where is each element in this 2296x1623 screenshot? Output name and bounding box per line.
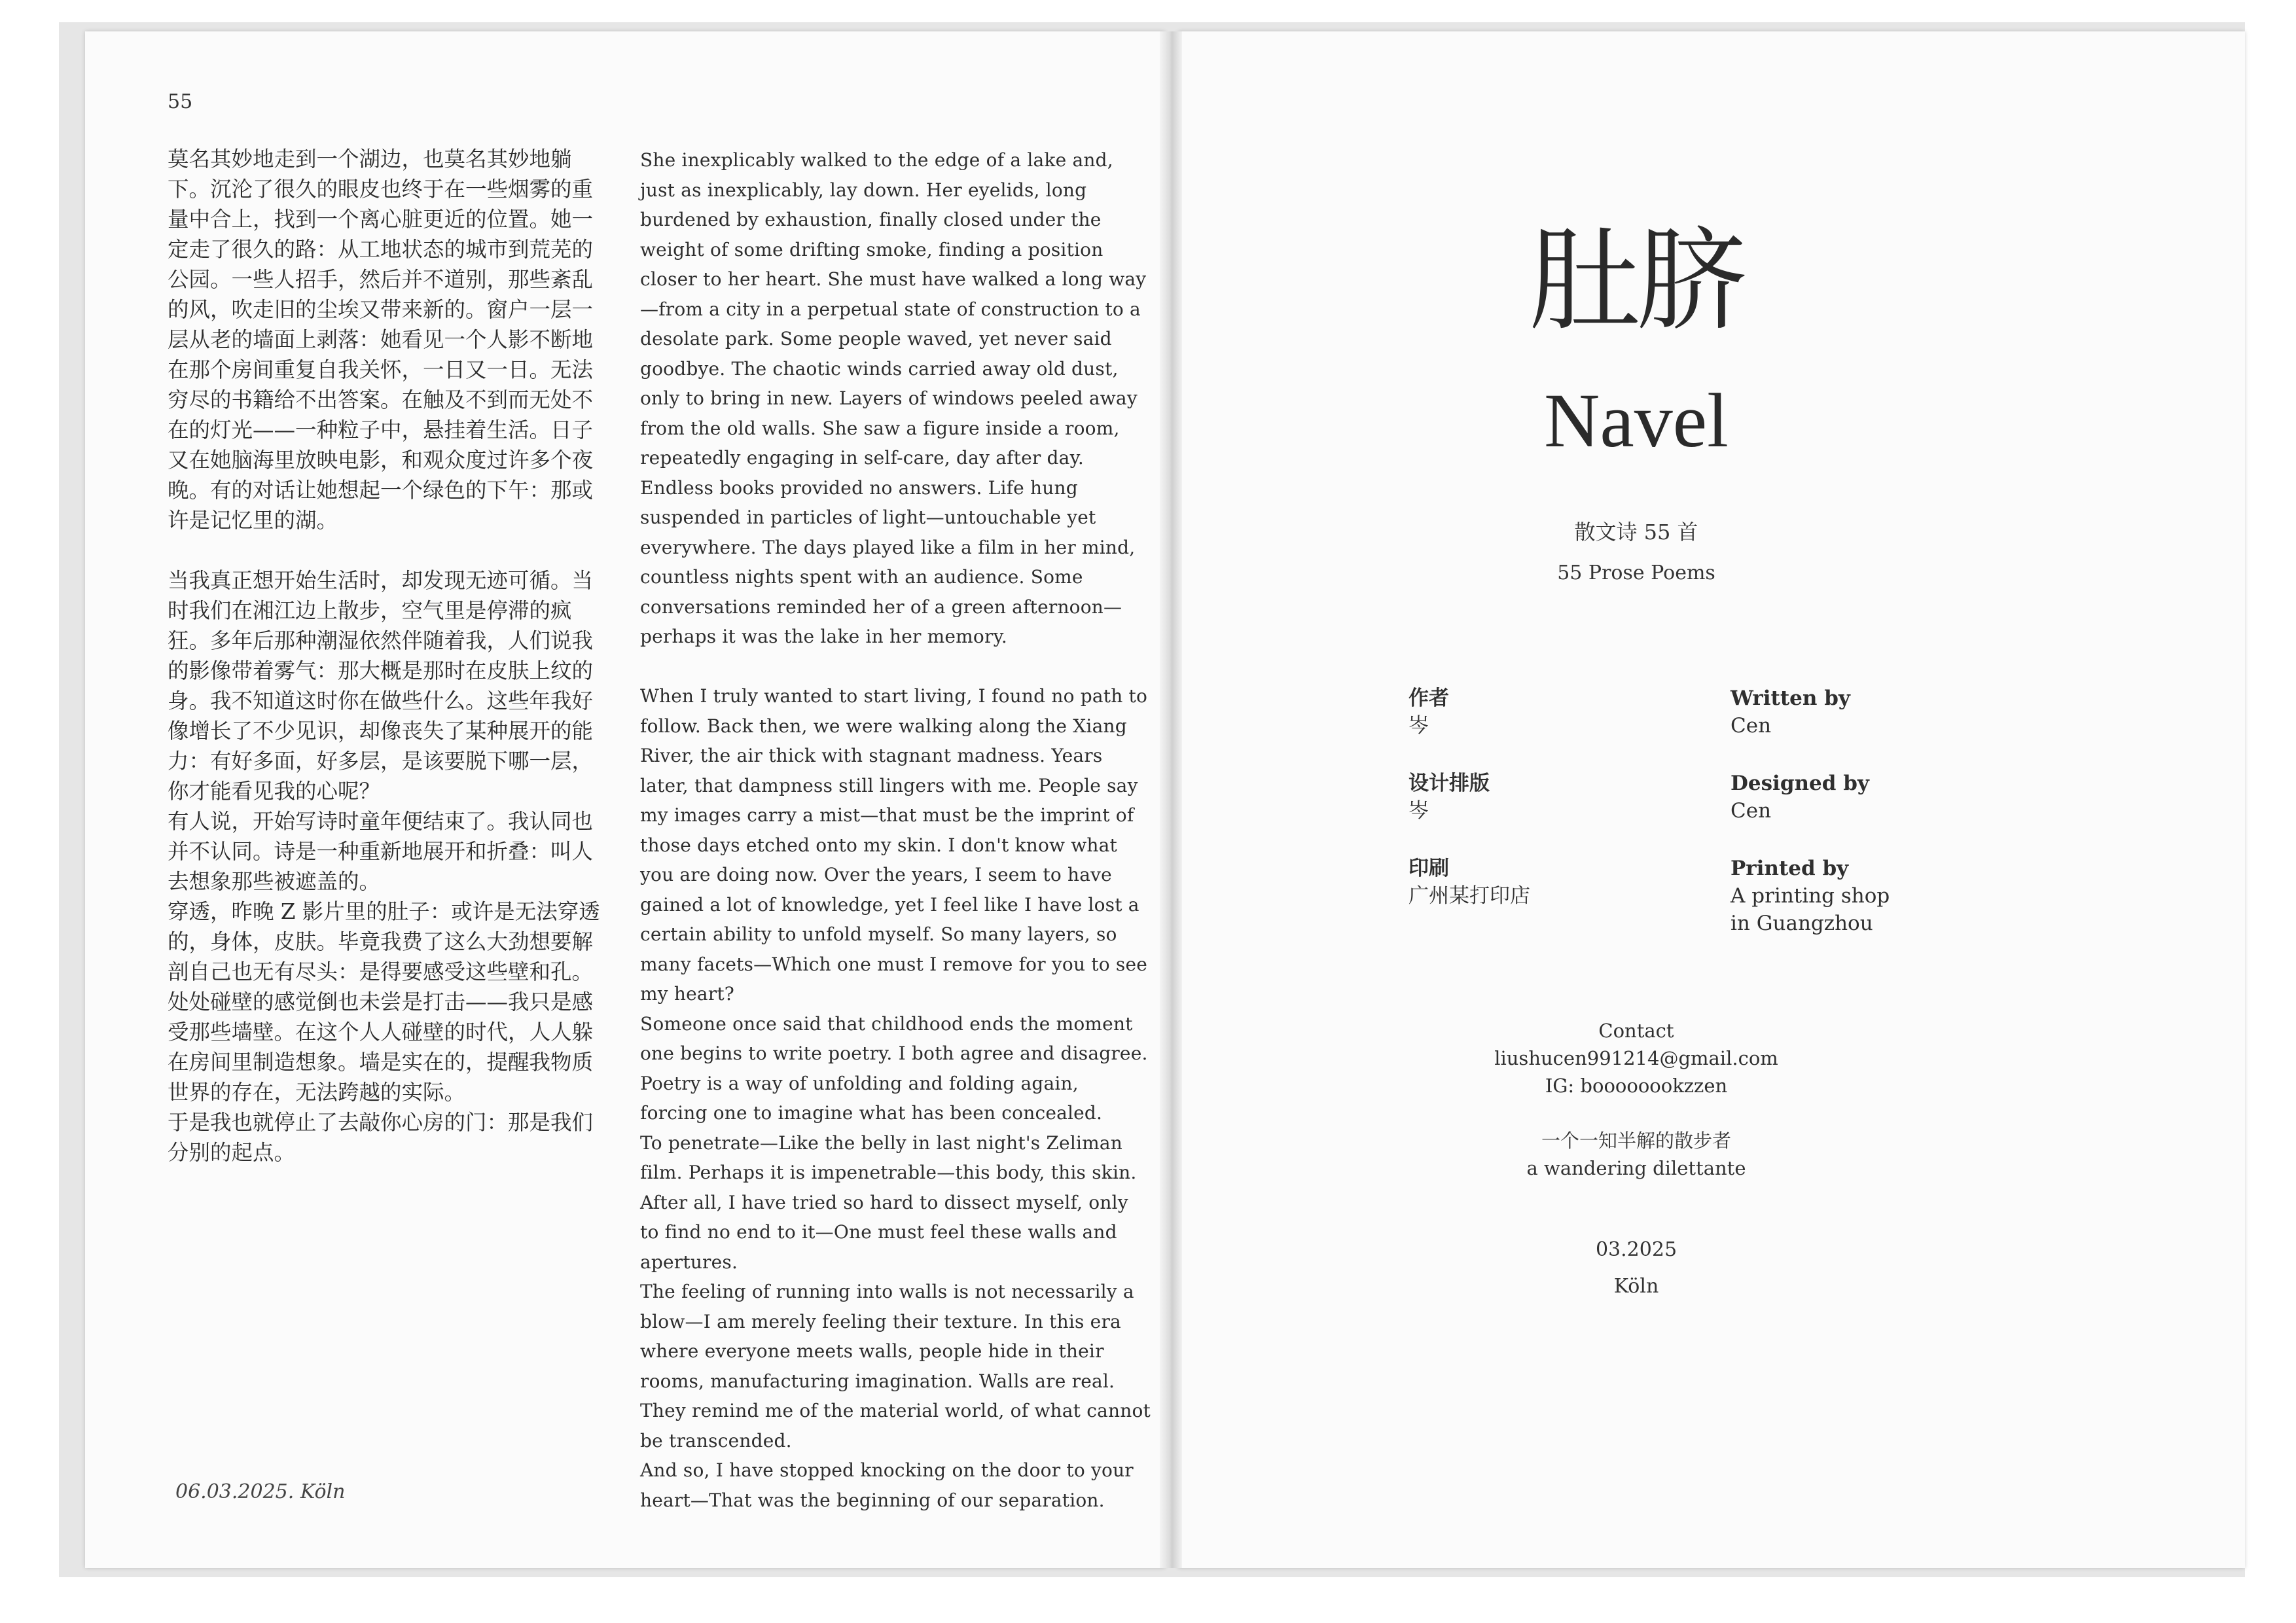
credit-print-zh <box>1408 855 1530 910</box>
english-paragraph: When I truly wanted to start living, I found no path to follow. Back then, we were walking along the Xiang River, the air thick with stagnant madness. Years later, that dampness still lingers with me. People say my images carry a mist—that must be the imprint of those days etched onto my skin. I don't know what you are doing now. Over the years, I seem to have gained a lot of knowledge, yet I feel like I have lost a certain ability to unfold myself. So many layers, so many facets—Which one must I remove for you to see my heart? <box>640 685 1148 1005</box>
credit-value-zh: 岑 <box>1408 714 1429 738</box>
english-paragraph: Someone once said that childhood ends the moment one begins to write poetry. I both agree and disagree. Poetry is a way of unfolding and folding again, forcing one to imagine what has been concealed. <box>640 1012 1148 1124</box>
credit-value-zh: 广州某打印店 <box>1408 884 1530 908</box>
colophon-date-place <box>1473 1232 1800 1305</box>
motto-block <box>1473 1127 1800 1182</box>
chinese-paragraph: 有人说，开始写诗时童年便结束了。我认同也并不认同。诗是一种重新地展开和折叠：叫人去想象那些被遮盖的。 <box>168 809 594 894</box>
english-paragraph: She inexplicably walked to the edge of a lake and, just as inexplicably, lay down. Her eyelids, long burdened by exhaustion, finally closed under the weight of some drifting smoke, finding a position closer to her heart. She must have walked a long way—from a city in a perpetual state of construction to a desolate park. Some people waved, yet never said goodbye. The chaotic winds carried away old dust, only to bring in new. Layers of windows peeled away from the old walls. She saw a figure inside a room, repeatedly engaging in self-care, day after day. Endless books provided no answers. Life hung suspended in particles of light—untouchable yet everywhere. The days played like a film in her mind, countless nights spent with an audience. Some conversations reminded her of a green afternoon—perhaps it was the lake in her memory. <box>640 149 1147 647</box>
page-number: 55 <box>168 90 193 113</box>
book-gutter <box>1160 31 1182 1568</box>
chinese-paragraph: 于是我也就停止了去敲你心房的门：那是我们分别的起点。 <box>168 1110 594 1165</box>
credit-label-en: Designed by <box>1731 772 1869 795</box>
credit-design-zh <box>1408 770 1490 825</box>
subtitle-english: 55 Prose Poems <box>1557 562 1715 584</box>
english-paragraph: And so, I have stopped knocking on the door to your heart—That was the beginning of our separation. <box>640 1459 1134 1511</box>
contact-block <box>1473 1017 1800 1099</box>
credit-author-en <box>1731 685 1850 740</box>
contact-heading: Contact <box>1598 1020 1674 1042</box>
credit-design-en <box>1731 770 1869 825</box>
credit-value-en-line2: in Guangzhou <box>1731 912 1873 935</box>
colophon-date: 03.2025 <box>1595 1238 1677 1261</box>
credit-author-zh <box>1408 685 1449 740</box>
chinese-paragraph: 莫名其妙地走到一个湖边，也莫名其妙地躺下。沉沦了很久的眼皮也终于在一些烟雾的重量中合上，找到一个离心脏更近的位置。她一定走了很久的路：从工地状态的城市到荒芜的公园。一些人招手，然后并不道别，那些紊乱的风，吹走旧的尘埃又带来新的。窗户一层一层从老的墙面上剥落：她看见一个人影不断地在那个房间重复自我关怀，一日又一日。无法穷尽的书籍给不出答案。在触及不到而无处不在的灯光——一种粒子中，悬挂着生活。日子又在她脑海里放映电影，和观众度过许多个夜晚。有的对话让她想起一个绿色的下午：那或许是记忆里的湖。 <box>168 147 594 533</box>
credit-value-en-line1: A printing shop <box>1731 884 1890 908</box>
credit-value-zh: 岑 <box>1408 799 1429 823</box>
credit-label-en: Printed by <box>1731 857 1849 880</box>
dateline: 06.03.2025. Köln <box>175 1480 346 1503</box>
chinese-paragraph: 当我真正想开始生活时，却发现无迹可循。当时我们在湘江边上散步，空气里是停滞的疯狂。多年后那种潮湿依然伴随着我，人们说我的影像带着雾气：那大概是那时在皮肤上纹的身。我不知道这时你在做些什么。这些年我好像增长了不少见识，却像丧失了某种展开的能力：有好多面，好多层，是该要脱下哪一层，你才能看见我的心呢？ <box>168 568 594 804</box>
contact-instagram: IG: boooooookzzen <box>1545 1075 1728 1097</box>
chinese-text-column <box>168 144 613 1168</box>
chinese-paragraph: 穿透，昨晚 Z 影片里的肚子：或许是无法穿透的，身体，皮肤。毕竟我费了这么大劲想要解剖自己也无有尽头：是得要感受这些壁和孔。 <box>168 899 600 984</box>
motto-chinese: 一个一知半解的散步者 <box>1541 1130 1731 1152</box>
credit-label-zh: 设计排版 <box>1408 772 1490 795</box>
english-text-column <box>640 145 1151 1515</box>
subtitle-chinese: 散文诗 55 首 <box>1574 520 1698 544</box>
chinese-paragraph: 处处碰壁的感觉倒也未尝是打击——我只是感受那些墙壁。在这个人人碰壁的时代，人人躲在房间里制造想象。墙是实在的，提醒我物质世界的存在，无法跨越的实际。 <box>168 990 594 1105</box>
english-paragraph: To penetrate—Like the belly in last night's Zeliman film. Perhaps it is impenetrable—this body, this skin. After all, I have tried so hard to dissect myself, only to find no end to it—One must feel these walls and apertures. <box>640 1132 1137 1273</box>
credit-print-en <box>1731 855 1890 937</box>
english-paragraph: The feeling of running into walls is not necessarily a blow—I am merely feeling their texture. In this era where everyone meets walls, people hide in their rooms, manufacturing imagination. Walls are real. They remind me of the material world, of what cannot be transcended. <box>640 1281 1151 1452</box>
contact-email: liushucen991214@gmail.com <box>1494 1047 1778 1069</box>
credit-label-zh: 作者 <box>1408 687 1449 710</box>
credit-value-en: Cen <box>1731 714 1772 738</box>
colophon-place: Köln <box>1613 1275 1659 1298</box>
book-title-english: Navel <box>1544 378 1729 463</box>
credit-label-en: Written by <box>1731 687 1850 710</box>
book-title-chinese: 肚脐 <box>1528 217 1744 346</box>
credit-label-zh: 印刷 <box>1408 857 1449 880</box>
motto-english: a wandering dilettante <box>1526 1157 1746 1179</box>
credit-value-en: Cen <box>1731 799 1772 823</box>
